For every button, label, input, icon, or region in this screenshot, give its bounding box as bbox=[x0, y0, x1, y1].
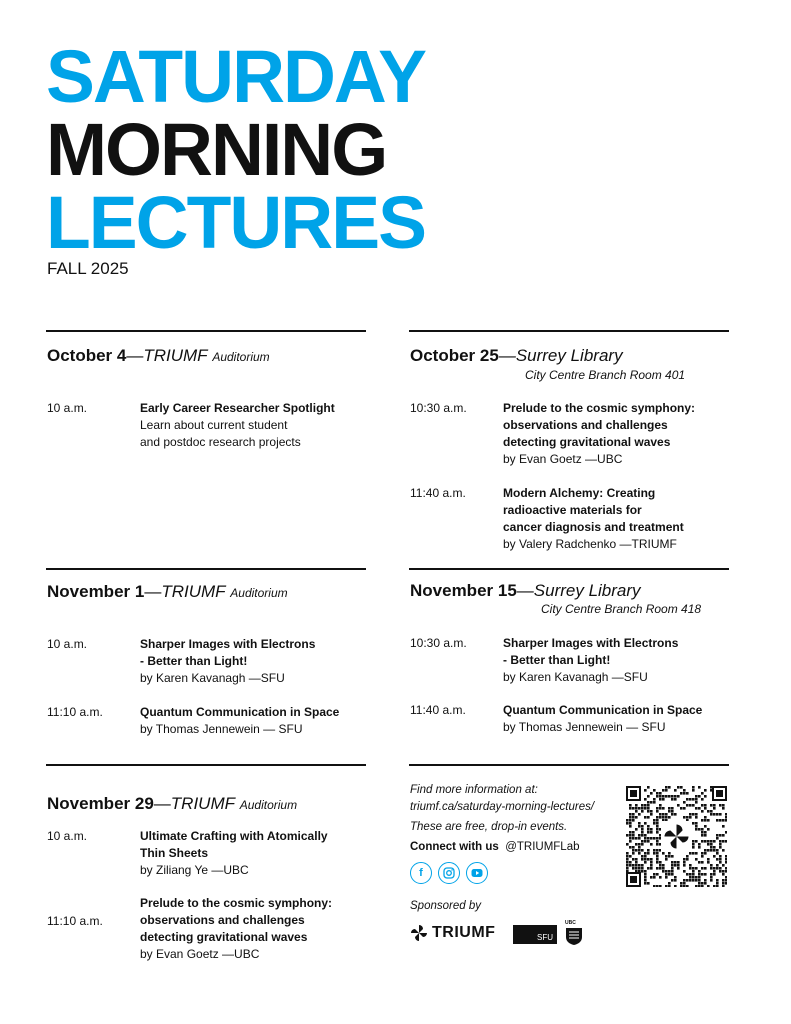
section-date: November 1 bbox=[47, 582, 145, 601]
title-morning: MORNING bbox=[46, 108, 387, 191]
section-room: City Centre Branch Room 418 bbox=[541, 602, 702, 616]
separator: — bbox=[126, 346, 144, 365]
event-time: 11:40 a.m. bbox=[410, 486, 466, 500]
event-title: Prelude to the cosmic symphony: bbox=[503, 401, 696, 415]
youtube-icon[interactable] bbox=[466, 862, 488, 884]
event-time: 10 a.m. bbox=[47, 401, 88, 415]
title-saturday: SATURDAY bbox=[46, 35, 426, 118]
separator: — bbox=[498, 346, 516, 365]
event-title: observations and challenges bbox=[503, 418, 668, 432]
event-time: 11:10 a.m. bbox=[47, 705, 103, 719]
section-date: November 15 bbox=[410, 581, 517, 600]
divider bbox=[46, 330, 366, 332]
social-links bbox=[410, 862, 488, 884]
free-events-note: These are free, drop-in events. bbox=[410, 821, 568, 833]
section-venue: Surrey Library bbox=[515, 346, 623, 365]
sfu-logo: SFU bbox=[513, 925, 557, 944]
section-nov15-heading bbox=[410, 581, 641, 601]
event-title: radioactive materials for bbox=[503, 503, 642, 517]
event-speaker: by Evan Goetz —UBC bbox=[503, 452, 623, 466]
title-lectures: LECTURES bbox=[46, 181, 425, 264]
event-title: Quantum Communication in Space bbox=[503, 703, 703, 717]
event-speaker: by Thomas Jennewein — SFU bbox=[140, 722, 303, 736]
separator: — bbox=[144, 582, 162, 601]
event-title: Ultimate Crafting with Atomically bbox=[140, 829, 328, 843]
event-title: Sharper Images with Electrons bbox=[140, 637, 316, 651]
sponsored-by-label bbox=[410, 898, 481, 915]
event-desc: Learn about current student bbox=[140, 418, 288, 432]
event-title: Sharper Images with Electrons bbox=[503, 636, 679, 650]
section-room: Auditorium bbox=[212, 350, 270, 364]
section-oct25-heading bbox=[410, 346, 623, 366]
section-nov29-heading bbox=[47, 794, 297, 815]
triumf-logo bbox=[410, 924, 495, 942]
triumf-swirl-icon bbox=[410, 924, 428, 942]
separator: — bbox=[153, 794, 171, 813]
divider bbox=[409, 330, 729, 332]
ubc-logo bbox=[565, 920, 583, 946]
sponsored-by-text: Sponsored by bbox=[410, 900, 481, 912]
section-room: City Centre Branch Room 401 bbox=[525, 368, 686, 382]
event-title: Prelude to the cosmic symphony: bbox=[140, 896, 333, 910]
section-venue: TRIUMF bbox=[161, 582, 226, 601]
event-speaker: by Evan Goetz —UBC bbox=[140, 947, 260, 961]
divider bbox=[409, 764, 729, 766]
event-speaker: by Valery Radchenko —TRIUMF bbox=[503, 537, 677, 551]
section-date: November 29 bbox=[47, 794, 154, 813]
qr-code[interactable] bbox=[626, 786, 727, 887]
event-title: - Better than Light! bbox=[503, 653, 611, 667]
section-date: October 25 bbox=[410, 346, 499, 365]
divider bbox=[409, 568, 729, 570]
event-time: 10 a.m. bbox=[47, 829, 88, 843]
connect-label: Connect with us bbox=[410, 841, 499, 853]
section-room: Auditorium bbox=[230, 586, 288, 600]
event-title: Thin Sheets bbox=[140, 846, 209, 860]
event-speaker: by Karen Kavanagh —SFU bbox=[140, 671, 285, 685]
event-speaker: by Karen Kavanagh —SFU bbox=[503, 670, 648, 684]
season-label: FALL 2025 bbox=[47, 259, 129, 278]
facebook-icon[interactable]: f bbox=[410, 862, 432, 884]
instagram-icon[interactable] bbox=[438, 862, 460, 884]
event-title: Modern Alchemy: Creating bbox=[503, 486, 656, 500]
event-title: detecting gravitational waves bbox=[140, 930, 308, 944]
section-oct4-heading bbox=[47, 346, 270, 367]
event-time: 11:40 a.m. bbox=[410, 703, 466, 717]
section-room: Auditorium bbox=[239, 798, 298, 812]
event-title: Early Career Researcher Spotlight bbox=[140, 401, 335, 415]
event-title: detecting gravitational waves bbox=[503, 435, 671, 449]
section-venue: TRIUMF bbox=[170, 794, 235, 813]
info-url[interactable]: triumf.ca/saturday-morning-lectures/ bbox=[410, 801, 595, 813]
social-handle[interactable]: @TRIUMFLab bbox=[505, 841, 580, 853]
section-nov1-heading bbox=[47, 582, 288, 603]
event-speaker: by Thomas Jennewein — SFU bbox=[503, 720, 666, 734]
event-title: - Better than Light! bbox=[140, 654, 248, 668]
event-desc: and postdoc research projects bbox=[140, 435, 301, 449]
section-date: October 4 bbox=[47, 346, 127, 365]
ubc-wordmark: UBC bbox=[565, 920, 576, 926]
event-time: 10 a.m. bbox=[47, 637, 88, 651]
event-time: 10:30 a.m. bbox=[410, 636, 467, 650]
info-block bbox=[410, 782, 620, 856]
event-title: observations and challenges bbox=[140, 913, 305, 927]
event-speaker: by Ziliang Ye —UBC bbox=[140, 863, 249, 877]
triumf-wordmark: TRIUMF bbox=[432, 924, 496, 941]
section-venue: Surrey Library bbox=[533, 581, 641, 600]
find-more-label: Find more information at: bbox=[410, 784, 538, 796]
event-time: 10:30 a.m. bbox=[410, 401, 467, 415]
separator: — bbox=[516, 581, 534, 600]
divider bbox=[46, 568, 366, 570]
divider bbox=[46, 764, 366, 766]
event-title: cancer diagnosis and treatment bbox=[503, 520, 684, 534]
section-venue: TRIUMF bbox=[143, 346, 208, 365]
event-title: Quantum Communication in Space bbox=[140, 705, 340, 719]
event-time: 11:10 a.m. bbox=[47, 914, 103, 928]
